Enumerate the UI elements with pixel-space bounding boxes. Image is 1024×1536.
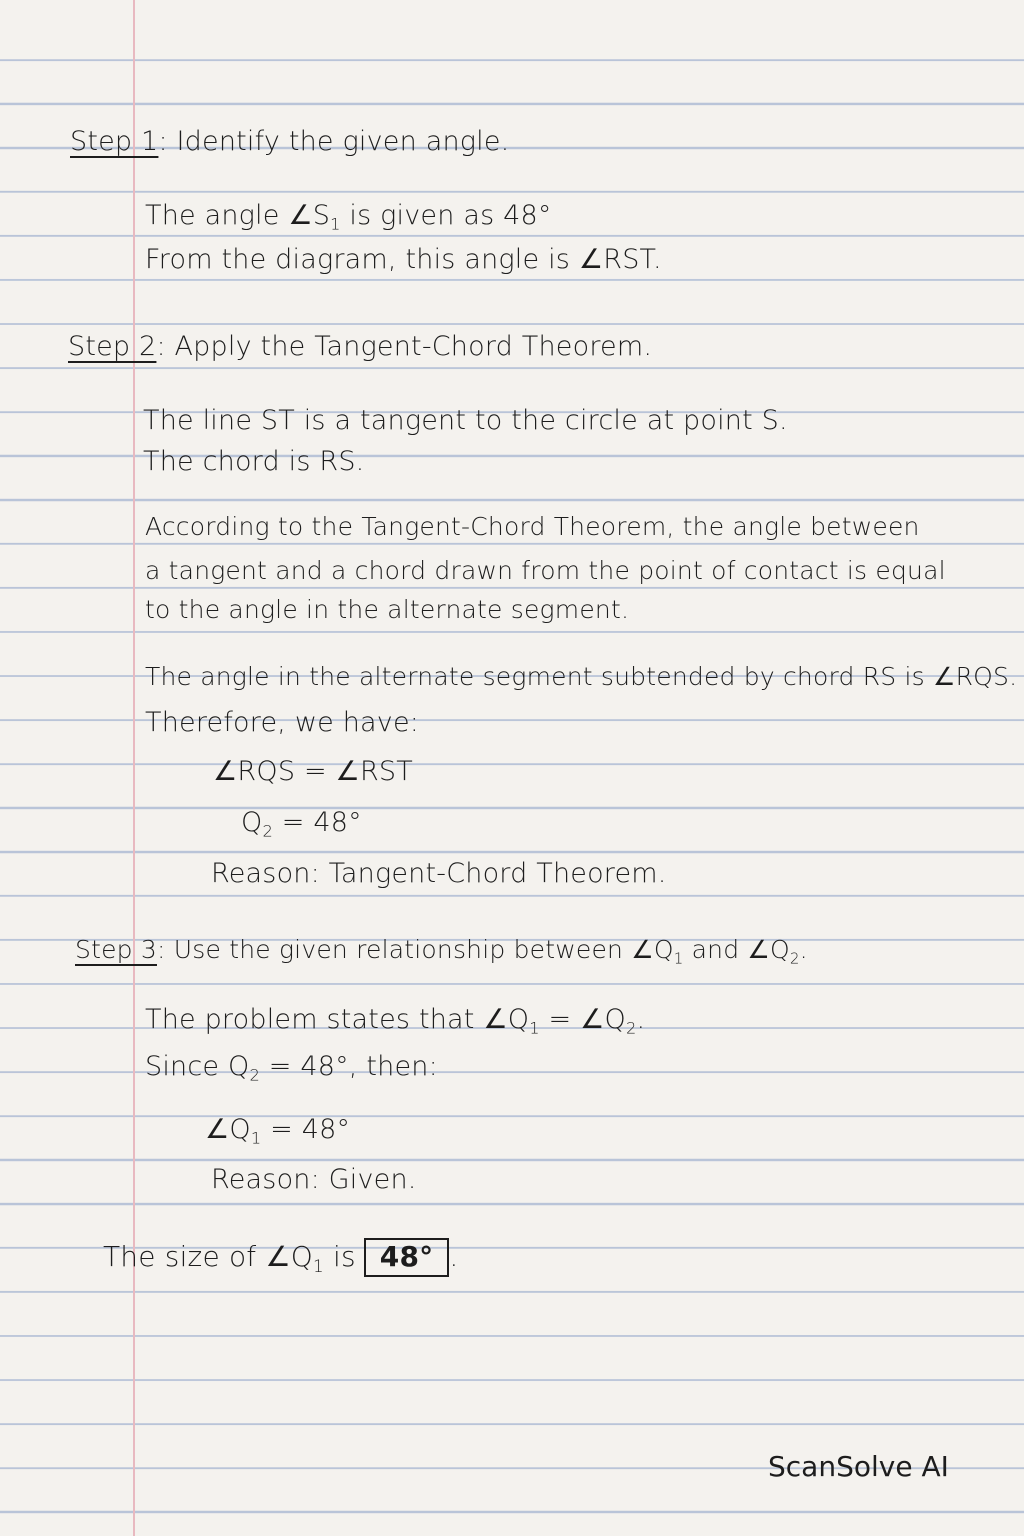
text-fragment: .	[636, 1004, 646, 1035]
step-3-heading	[75, 935, 808, 968]
conclusion-line	[103, 1238, 458, 1277]
step-1-label: Step 1	[70, 126, 159, 157]
subscript: 1	[673, 949, 684, 968]
step-2-label: Step 2	[68, 331, 157, 362]
final-answer-box: 48°	[364, 1238, 450, 1277]
subscript: 2	[249, 1065, 260, 1085]
subscript: 2	[262, 821, 273, 841]
step-1-line-1	[145, 200, 552, 234]
equation-rqs-rst: ∠RQS = ∠RST	[213, 756, 413, 787]
text-fragment: .	[449, 1240, 459, 1273]
step-1-line-2: From the diagram, this angle is ∠RST.	[145, 244, 662, 275]
step-3-title: : Use the given relationship between ∠Q	[156, 935, 674, 964]
text-fragment: is	[323, 1240, 356, 1273]
therefore-line: Therefore, we have:	[145, 707, 420, 738]
step-3-line-2	[145, 1051, 438, 1085]
text-fragment: = 48°	[261, 1114, 351, 1145]
step-2-line-1: The line ST is a tangent to the circle at point S.	[143, 405, 788, 436]
step-2-title: : Apply the Tangent-Chord Theorem.	[156, 331, 653, 362]
text-fragment: is given as 48°	[340, 200, 552, 231]
subscript: 2	[789, 949, 800, 968]
text-fragment: Since Q	[145, 1051, 250, 1082]
subscript: 1	[313, 1255, 324, 1276]
subscript: 1	[330, 214, 341, 234]
step-2-heading	[68, 333, 652, 360]
text-fragment: and ∠Q	[683, 935, 790, 964]
step-1-heading	[70, 128, 509, 155]
text-fragment: .	[799, 935, 808, 964]
subscript: 2	[625, 1018, 637, 1038]
text-fragment: = ∠Q	[539, 1004, 626, 1035]
equation-q2	[241, 807, 362, 841]
notebook-margin-line	[133, 0, 135, 1536]
theorem-line-3: to the angle in the alternate segment.	[145, 595, 630, 624]
text-fragment: = 48°, then:	[259, 1051, 438, 1082]
step-3-label: Step 3	[75, 935, 157, 964]
step-3-line-1	[145, 1004, 646, 1038]
step-2-reason: Reason: Tangent-Chord Theorem.	[211, 858, 667, 889]
subscript: 1	[529, 1018, 540, 1038]
equation-q1	[205, 1114, 351, 1148]
segment-line: The angle in the alternate segment subtended by chord RS is ∠RQS.	[145, 662, 1018, 691]
text-fragment: The angle ∠S	[145, 200, 331, 231]
step-1-title: : Identify the given angle.	[158, 126, 510, 157]
step-3-reason: Reason: Given.	[211, 1164, 417, 1195]
theorem-line-2: a tangent and a chord drawn from the point of contact is equal	[145, 556, 946, 585]
text-fragment: The problem states that ∠Q	[145, 1004, 530, 1035]
text-fragment: = 48°	[272, 807, 362, 838]
text-fragment: The size of ∠Q	[103, 1240, 313, 1273]
step-2-line-2: The chord is RS.	[143, 446, 365, 477]
text-fragment: Q	[241, 807, 263, 838]
watermark: ScanSolve AI	[768, 1450, 949, 1483]
subscript: 1	[250, 1128, 262, 1148]
text-fragment: ∠Q	[205, 1114, 251, 1145]
theorem-line-1: According to the Tangent-Chord Theorem, the angle between	[145, 512, 920, 541]
